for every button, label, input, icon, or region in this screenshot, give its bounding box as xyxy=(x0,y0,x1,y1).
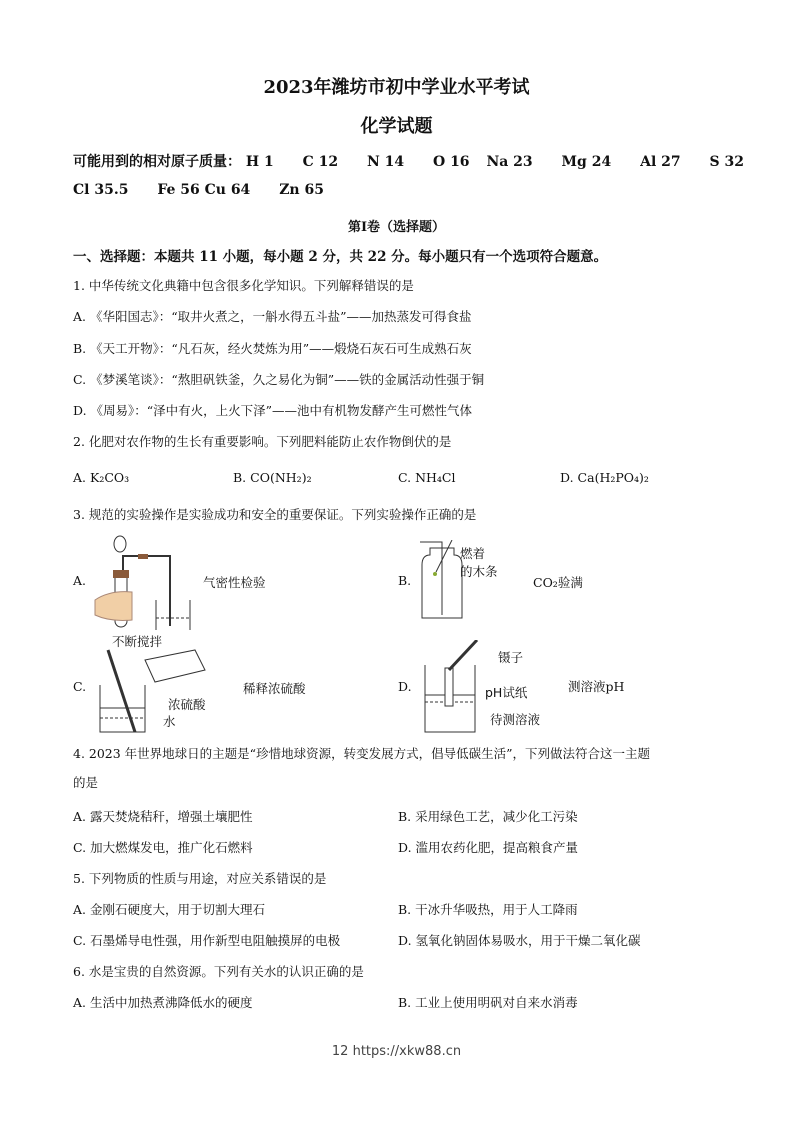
mass: Zn 65 xyxy=(279,182,324,198)
tweezers-label: 镊子 xyxy=(498,650,524,665)
mass: Fe 56 Cu 64 xyxy=(157,182,251,198)
q3-option-c-caption: 稀释浓硫酸 xyxy=(243,681,306,696)
q4-stem-line2: 的是 xyxy=(73,775,99,790)
option-letter: D. xyxy=(560,470,574,485)
atomic-masses-line1 xyxy=(73,151,744,171)
acid-label: 浓硫酸 xyxy=(168,697,206,712)
label: 燃着 xyxy=(460,546,486,561)
q3-option-d-caption: 测溶液pH xyxy=(568,679,625,694)
formula: Ca(H₂PO₄)₂ xyxy=(577,470,649,485)
q1-option-d: D. 《周易》：“泽中有火，上火下泽”——池中有机物发酵产生可燃性气体 xyxy=(73,403,473,418)
water-label: 水 xyxy=(163,714,176,729)
q3-option-c-letter: C. xyxy=(73,679,87,694)
section-heading: 一、选择题：本题共 11 小题，每小题 2 分，共 22 分。每小题只有一个选项符合题意。 xyxy=(73,249,608,265)
exam-title: 2023年潍坊市初中学业水平考试 xyxy=(263,77,530,98)
q3-option-a-letter: A. xyxy=(73,573,87,588)
q2-option-d xyxy=(560,470,649,485)
mass: Na 23 xyxy=(486,154,533,170)
mass: Cl 35.5 xyxy=(73,182,129,198)
option-letter: A. xyxy=(73,470,87,485)
q3-option-d-letter: D. xyxy=(398,679,412,694)
q5-option-a: A. 金刚石硬度大，用于切割大理石 xyxy=(73,902,265,917)
q1-option-c: C. 《梦溪笔谈》：“熬胆矾铁釜，久之易化为铜”——铁的金属活动性强于铜 xyxy=(73,372,485,387)
q5-option-d: D. 氢氧化钠固体易吸水，用于干燥二氧化碳 xyxy=(398,933,641,948)
q4-option-a: A. 露天焚烧秸秆，增强土壤肥性 xyxy=(73,809,253,824)
mass: Al 27 xyxy=(640,154,681,170)
q5-option-c: C. 石墨烯导电性强，用作新型电阻触摸屏的电极 xyxy=(73,933,341,948)
q1-option-a: A. 《华阳国志》：“取井火煮之，一斛水得五斗盐”——加热蒸发可得食盐 xyxy=(73,309,472,324)
q1-stem: 1. 中华传统文化典籍中包含很多化学知识。下列解释错误的是 xyxy=(73,278,414,293)
q6-option-b: B. 工业上使用明矾对自来水消毒 xyxy=(398,995,578,1010)
q3-stem: 3. 规范的实验操作是实验成功和安全的重要保证。下列实验操作正确的是 xyxy=(73,507,477,522)
exam-subtitle: 化学试题 xyxy=(360,116,433,137)
q4-stem-line1: 4. 2023 年世界地球日的主题是“珍惜地球资源，转变发展方式，倡导低碳生活”，下列做法符合这一主题 xyxy=(73,746,650,761)
q4-option-b: B. 采用绿色工艺，减少化工污染 xyxy=(398,809,578,824)
q3-option-b-letter: B. xyxy=(398,573,412,588)
option-letter: C. xyxy=(398,470,412,485)
q5-stem: 5. 下列物质的性质与用途，对应关系错误的是 xyxy=(73,871,327,886)
q3-option-a-caption: 气密性检验 xyxy=(203,575,266,590)
page-footer: 12 https://xkw88.cn xyxy=(331,1044,462,1059)
q1-option-b: B. 《天工开物》：“凡石灰，经火焚炼为用”——煅烧石灰石可生成熟石灰 xyxy=(73,341,472,356)
part-heading: 第Ⅰ卷（选择题） xyxy=(347,220,446,235)
atomic-masses-line2 xyxy=(73,182,324,198)
q2-option-b xyxy=(233,470,312,485)
dilute-acid-diagram xyxy=(90,640,220,735)
q6-stem: 6. 水是宝贵的自然资源。下列有关水的认识正确的是 xyxy=(73,964,364,979)
formula: CO(NH₂)₂ xyxy=(250,470,312,485)
mass: S 32 xyxy=(709,154,744,170)
q2-stem: 2. 化肥对农作物的生长有重要影响。下列肥料能防止农作物倒伏的是 xyxy=(73,434,452,449)
q5-option-b: B. 干冰升华吸热，用于人工降雨 xyxy=(398,902,578,917)
stir-label: 不断搅拌 xyxy=(112,634,163,649)
mass: C 12 xyxy=(302,154,339,170)
q4-option-d: D. 滥用农药化肥，提高粮食产量 xyxy=(398,840,579,855)
option-letter: B. xyxy=(233,470,247,485)
ph-paper-label: pH试纸 xyxy=(485,685,528,700)
ph-test-diagram xyxy=(415,640,495,735)
masses-label: 可能用到的相对原子质量： xyxy=(73,154,241,170)
q3-option-b-caption: CO₂验满 xyxy=(533,575,583,590)
q4-option-c: C. 加大燃煤发电，推广化石燃料 xyxy=(73,840,253,855)
mass: H 1 xyxy=(245,154,274,170)
solution-label: 待测溶液 xyxy=(490,712,541,727)
mass: Mg 24 xyxy=(561,154,612,170)
airtightness-apparatus-diagram xyxy=(90,530,200,630)
formula: NH₄Cl xyxy=(415,470,456,485)
mass: N 14 xyxy=(366,154,405,170)
label: 的木条 xyxy=(460,564,498,579)
q6-option-a: A. 生活中加热煮沸降低水的硬度 xyxy=(73,995,253,1010)
q2-option-a xyxy=(73,470,129,485)
q2-option-c xyxy=(398,470,456,485)
burning-stick-label xyxy=(460,545,498,581)
formula: K₂CO₃ xyxy=(90,470,130,485)
mass: O 16 xyxy=(433,154,470,170)
